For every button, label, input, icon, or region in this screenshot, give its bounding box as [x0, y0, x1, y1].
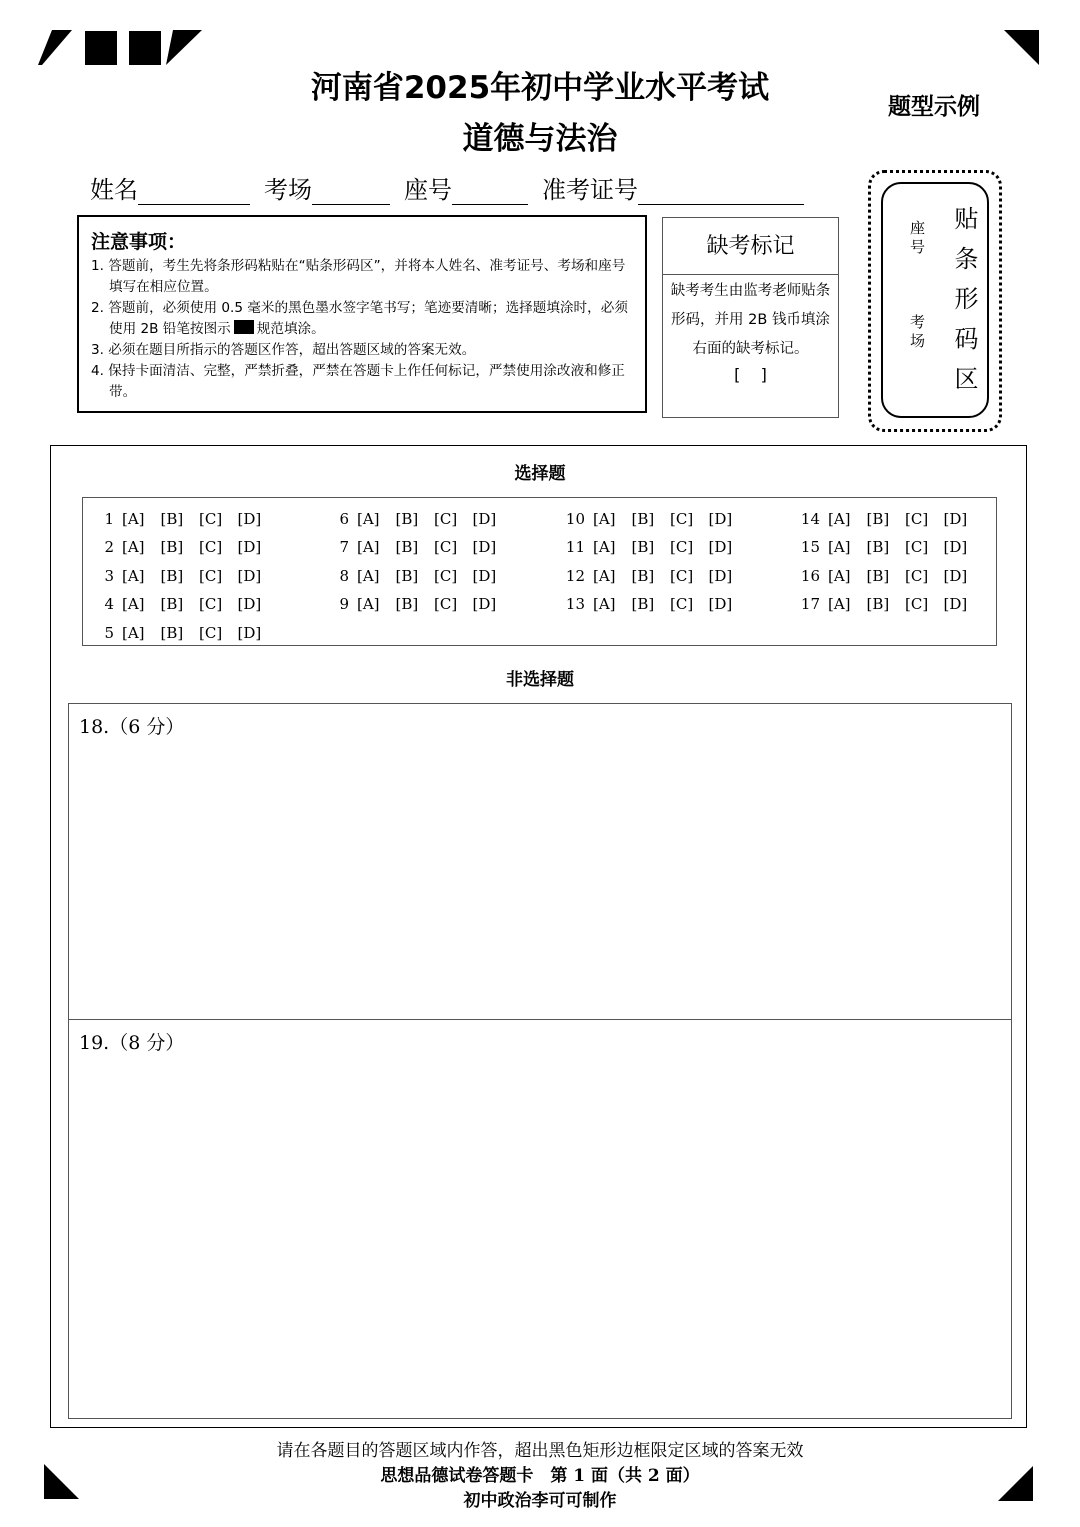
mc-option-bubble[interactable]: [C]	[905, 566, 929, 585]
mark-square	[85, 31, 117, 65]
mc-question-row	[798, 533, 982, 561]
student-info-row	[90, 170, 818, 205]
exam-title: 河南省2025年初中学业水平考试	[310, 70, 770, 106]
mc-option-bubble[interactable]: [C]	[670, 510, 694, 528]
barcode-seat-label: 座号	[908, 220, 926, 258]
mc-column	[798, 505, 982, 619]
mc-question-number: 17	[800, 595, 820, 614]
mc-option-bubble[interactable]: [A]	[122, 623, 145, 642]
mc-option-bubble[interactable]: [C]	[434, 510, 458, 528]
mc-option-bubble[interactable]: [B]	[866, 595, 890, 614]
mark-parallelogram	[38, 30, 72, 65]
mc-question-row	[327, 590, 511, 618]
notice-item: 3. 必须在题目所指示的答题区作答，超出答题区域的答案无效。	[91, 342, 476, 358]
mc-option-bubble[interactable]: [C]	[905, 538, 929, 557]
absent-instructions: 缺考考生由监考老师贴条形码，并用 2B 钱币填涂右面的缺考标记。	[670, 283, 831, 357]
mc-question-row	[563, 505, 747, 533]
mc-column	[92, 505, 276, 647]
subject-title: 道德与法治	[462, 121, 618, 157]
footer-author: 初中政治李可可制作	[463, 1491, 617, 1511]
mc-question-number: 14	[800, 510, 820, 528]
mc-option-bubble[interactable]: [C]	[199, 538, 223, 557]
mc-option-bubble[interactable]: [B]	[866, 510, 890, 528]
mc-option-bubble[interactable]: [D]	[708, 595, 733, 614]
name-label: 姓名	[90, 176, 138, 204]
mc-option-bubble[interactable]: [C]	[434, 595, 458, 614]
mc-question-row	[92, 505, 276, 533]
mc-option-bubble[interactable]: [C]	[670, 595, 694, 614]
mc-option-bubble[interactable]: [A]	[828, 538, 851, 557]
mc-option-bubble[interactable]: [D]	[472, 595, 497, 614]
mc-question-number: 2	[104, 538, 114, 557]
notice-item: 2. 答题前，必须使用 0.5 毫米的黑色墨水签字笔书写；笔迹要清晰；选择题填涂时，必须使用 2B 铅笔按图示 规范填涂。	[91, 300, 628, 337]
mc-option-bubble[interactable]: [B]	[631, 566, 655, 585]
barcode-area-label: 贴条形码区	[950, 206, 978, 406]
room-field[interactable]	[312, 178, 390, 205]
mc-option-bubble[interactable]: [B]	[160, 510, 184, 528]
mc-option-bubble[interactable]: [C]	[670, 566, 694, 585]
mc-question-number: 16	[800, 566, 820, 585]
mc-option-bubble[interactable]: [B]	[160, 623, 184, 642]
mc-option-bubble[interactable]: [B]	[160, 538, 184, 557]
seat-label: 座号	[404, 176, 452, 204]
name-field[interactable]	[138, 178, 250, 205]
question-label: 19.（8 分）	[79, 1032, 185, 1054]
mc-option-bubble[interactable]: [D]	[237, 595, 262, 614]
mc-question-number: 12	[565, 566, 585, 585]
mc-question-row	[563, 590, 747, 618]
mc-question-row	[327, 533, 511, 561]
footer-warning: 请在各题目的答题区域内作答，超出黑色矩形边框限定区域的答案无效	[276, 1441, 804, 1461]
mc-option-bubble[interactable]: [B]	[631, 595, 655, 614]
ticket-label: 准考证号	[542, 176, 638, 204]
mc-question-row	[92, 562, 276, 590]
example-label: 题型示例	[888, 94, 980, 120]
mc-option-bubble[interactable]: [B]	[395, 595, 419, 614]
mc-option-bubble[interactable]: [C]	[670, 538, 694, 557]
ticket-field[interactable]	[638, 178, 804, 205]
notice-title: 注意事项：	[91, 231, 187, 253]
question-label: 18.（6 分）	[79, 716, 185, 738]
mc-option-bubble[interactable]: [A]	[122, 538, 145, 557]
mc-column	[563, 505, 747, 619]
mc-option-bubble[interactable]: [B]	[866, 566, 890, 585]
notice-item: 1. 答题前，考生先将条形码粘贴在“贴条形码区”，并将本人姓名、准考证号、考场和座号填写在相应位置。	[91, 258, 626, 295]
mark-triangle	[166, 30, 202, 65]
mc-option-bubble[interactable]: [A]	[593, 510, 616, 528]
mc-option-bubble[interactable]: [B]	[395, 538, 419, 557]
mc-question-row	[92, 619, 276, 647]
mc-option-bubble[interactable]: [C]	[199, 510, 223, 528]
mc-option-bubble[interactable]: [B]	[395, 566, 419, 585]
mc-option-bubble[interactable]: [A]	[357, 595, 380, 614]
mc-question-row	[563, 562, 747, 590]
mc-question-number: 4	[104, 595, 114, 614]
mc-option-bubble[interactable]: [C]	[434, 538, 458, 557]
mc-question-number: 3	[104, 566, 114, 585]
mc-option-bubble[interactable]: [A]	[593, 538, 616, 557]
mc-option-bubble[interactable]: [B]	[160, 566, 184, 585]
seat-field[interactable]	[452, 178, 528, 205]
mc-question-number: 6	[339, 510, 349, 528]
mc-question-row	[798, 505, 982, 533]
mc-option-bubble[interactable]: [C]	[905, 510, 929, 528]
mc-option-bubble[interactable]: [D]	[237, 510, 262, 528]
mc-option-bubble[interactable]: [D]	[472, 538, 497, 557]
open-section-title: 非选择题	[506, 670, 574, 690]
mc-option-bubble[interactable]: [C]	[199, 623, 223, 642]
mc-option-bubble[interactable]: [B]	[866, 538, 890, 557]
absent-title: 缺考标记	[663, 218, 838, 275]
mc-option-bubble[interactable]: [D]	[943, 538, 968, 557]
mc-option-bubble[interactable]: [B]	[160, 595, 184, 614]
notice-box	[77, 215, 647, 413]
notice-item: 4. 保持卡面清洁、完整，严禁折叠，严禁在答题卡上作任何标记，严禁使用涂改液和修正带。	[91, 363, 625, 400]
mc-question-row	[92, 590, 276, 618]
mc-option-bubble[interactable]: [A]	[828, 595, 851, 614]
mc-option-bubble[interactable]: [A]	[122, 566, 145, 585]
mc-option-bubble[interactable]: [B]	[631, 538, 655, 557]
mc-option-bubble[interactable]: [A]	[122, 595, 145, 614]
mc-question-number: 15	[800, 538, 820, 557]
footer-page-info: 思想品德试卷答题卡 第 1 面（共 2 面）	[380, 1466, 700, 1486]
mc-question-number: 5	[104, 623, 114, 642]
mc-question-row	[327, 505, 511, 533]
barcode-room-label: 考场	[908, 314, 926, 352]
top-left-marks	[38, 30, 204, 66]
mc-option-bubble[interactable]: [C]	[434, 566, 458, 585]
mc-option-bubble[interactable]: [D]	[943, 595, 968, 614]
mc-option-bubble[interactable]: [C]	[199, 566, 223, 585]
room-label: 考场	[264, 176, 312, 204]
mc-option-bubble[interactable]: [D]	[472, 566, 497, 585]
mark-square	[129, 31, 161, 65]
absent-checkbox[interactable]: [ ]	[734, 365, 767, 384]
mc-option-bubble[interactable]: [A]	[828, 566, 851, 585]
mc-question-number: 11	[565, 538, 585, 557]
mc-option-bubble[interactable]: [D]	[472, 510, 497, 528]
mc-option-bubble[interactable]: [D]	[943, 566, 968, 585]
mc-question-number: 7	[339, 538, 349, 557]
mc-column	[327, 505, 511, 619]
mc-option-bubble[interactable]: [A]	[593, 595, 616, 614]
mc-option-bubble[interactable]: [D]	[708, 510, 733, 528]
filled-mark-sample-icon	[234, 320, 254, 334]
answer-area-q18[interactable]	[68, 703, 1012, 1020]
mc-option-bubble[interactable]: [D]	[237, 538, 262, 557]
mc-question-number: 13	[565, 595, 585, 614]
mc-option-bubble[interactable]: [D]	[237, 566, 262, 585]
mc-option-bubble[interactable]: [B]	[395, 510, 419, 528]
mc-question-row	[798, 562, 982, 590]
mc-option-bubble[interactable]: [C]	[199, 595, 223, 614]
mc-question-number: 10	[565, 510, 585, 528]
mc-question-number: 9	[339, 595, 349, 614]
mc-question-number: 1	[104, 510, 114, 528]
mc-option-bubble[interactable]: [A]	[357, 510, 380, 528]
mc-question-row	[327, 562, 511, 590]
mc-option-bubble[interactable]: [A]	[357, 566, 380, 585]
mc-section-title: 选择题	[514, 464, 566, 484]
mc-option-bubble[interactable]: [D]	[237, 623, 262, 642]
mc-option-bubble[interactable]: [A]	[828, 510, 851, 528]
barcode-area	[881, 182, 989, 418]
mc-option-bubble[interactable]: [C]	[905, 595, 929, 614]
mc-question-number: 8	[339, 566, 349, 585]
absent-mark-box	[662, 217, 839, 418]
mc-question-row	[798, 590, 982, 618]
mc-option-bubble[interactable]: [A]	[122, 510, 145, 528]
mc-option-bubble[interactable]: [D]	[708, 538, 733, 557]
mc-question-row	[92, 533, 276, 561]
top-right-mark	[1004, 30, 1040, 66]
mc-question-row	[563, 533, 747, 561]
mc-option-bubble[interactable]: [A]	[357, 538, 380, 557]
mc-option-bubble[interactable]: [D]	[708, 566, 733, 585]
mc-option-bubble[interactable]: [D]	[943, 510, 968, 528]
mc-option-bubble[interactable]: [B]	[631, 510, 655, 528]
mc-option-bubble[interactable]: [A]	[593, 566, 616, 585]
answer-area-q19[interactable]	[68, 1019, 1012, 1419]
